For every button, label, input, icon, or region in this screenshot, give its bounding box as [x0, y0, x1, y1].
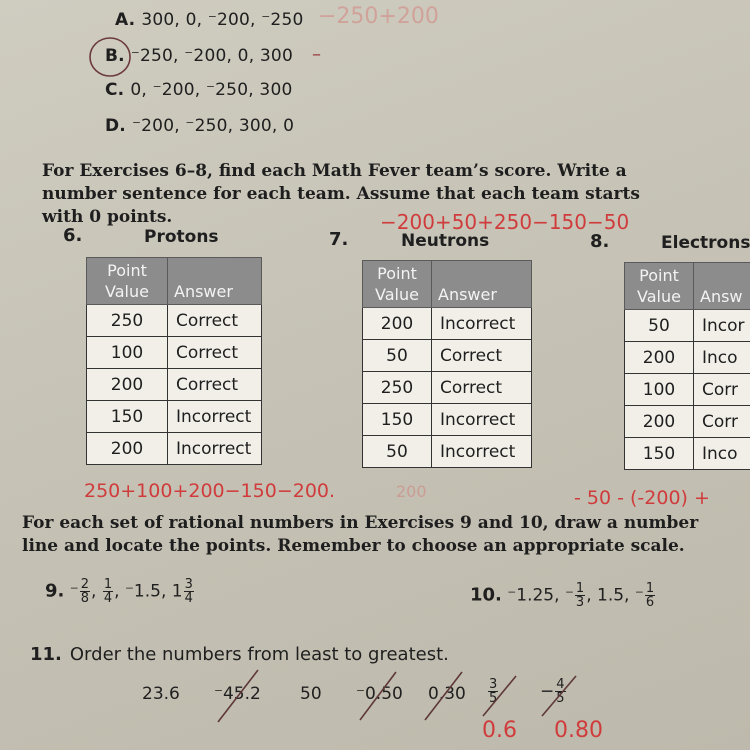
- point-cell: 200: [363, 308, 432, 340]
- choice-c: [105, 80, 292, 100]
- table-row: [625, 310, 750, 342]
- answer-cell: Incor: [694, 310, 750, 342]
- table-row: [363, 308, 532, 340]
- exercises-6-8-intro: For Exercises 6–8, find each Math Fever team’s score. Write a number sentence for each team. Assume that each team starts with 0 points.: [42, 161, 640, 227]
- point-cell: 200: [625, 406, 694, 438]
- value-neg-0-50: ⁻0.50: [356, 684, 403, 704]
- exercise-9: 9. ⁻ $\frac{2}{8}$ , $\frac{1}{4}$ , ⁻1.5, 1 $\frac{3}{4}$: [45, 577, 193, 606]
- electrons-table: [624, 262, 750, 470]
- table-row: [87, 433, 262, 465]
- exercise-number: 6.: [63, 225, 83, 246]
- table-row: [87, 305, 262, 337]
- fraction: $\frac{1}{4}$: [103, 577, 113, 606]
- sign: ⁻: [564, 585, 574, 606]
- handwritten-faint-note: 200: [396, 482, 427, 501]
- answer-cell: Correct: [168, 337, 262, 369]
- exercise-number: 11.: [30, 644, 62, 665]
- header-point-value: Point Value: [87, 258, 168, 305]
- protons-table: [86, 257, 262, 465]
- table-title: Neutrons: [401, 231, 490, 251]
- header-answer: Answer: [168, 258, 262, 305]
- answer-cell: Correct: [432, 372, 532, 404]
- answer-cell: Inco: [694, 342, 750, 374]
- decimal-value: 1.5,: [597, 585, 630, 606]
- value-50: 50: [300, 684, 322, 704]
- handwritten-note-a: −250+200: [318, 4, 439, 29]
- value-neg-45-2: ⁻45.2: [214, 684, 261, 704]
- table-row: [87, 369, 262, 401]
- answer-cell: Incorrect: [168, 401, 262, 433]
- decimal-value: ⁻1.5,: [124, 581, 167, 602]
- table-row: [363, 372, 532, 404]
- choice-a: [115, 10, 303, 30]
- fraction: $\frac{1}{6}$: [645, 581, 655, 610]
- table-row: [625, 374, 750, 406]
- point-cell: 50: [363, 340, 432, 372]
- answer-cell: Incorrect: [432, 308, 532, 340]
- handwritten-protons-sentence: 250+100+200−150−200.: [84, 480, 336, 502]
- exercise-number: 7.: [329, 229, 349, 250]
- point-cell: 150: [363, 404, 432, 436]
- handwritten-electrons-sentence: - 50 - (-200) +: [574, 487, 710, 509]
- table-row: [625, 342, 750, 374]
- table-title: Electrons: [661, 233, 750, 253]
- handwritten-neutrons-sentence: −200+50+250−150−50: [380, 210, 630, 234]
- table-row: [87, 337, 262, 369]
- answer-cell: Inco: [694, 438, 750, 470]
- sign: ⁻: [69, 581, 79, 602]
- fraction: $\frac{3}{4}$: [184, 577, 193, 606]
- point-cell: 50: [625, 310, 694, 342]
- choice-letter: B.: [105, 46, 125, 66]
- table-row: [363, 436, 532, 468]
- point-cell: 200: [87, 433, 168, 465]
- table-row: [363, 404, 532, 436]
- exercises-9-10-intro: For each set of rational numbers in Exercises 9 and 10, draw a number line and locate the points. Remember to choose an appropriate scale.: [22, 513, 699, 556]
- choice-text: ⁻200, ⁻250, 300, 0: [131, 116, 295, 136]
- fraction: $\frac{2}{8}$: [80, 577, 90, 606]
- table-header-row: [87, 258, 262, 305]
- electrons-table-clip: [624, 262, 750, 484]
- table-title: Protons: [144, 227, 219, 247]
- answer-cell: Incorrect: [432, 436, 532, 468]
- answer-cell: Correct: [168, 305, 262, 337]
- point-cell: 250: [87, 305, 168, 337]
- header-answer: Answer: [432, 261, 532, 308]
- decimal-value: ⁻1.25,: [507, 585, 560, 606]
- handwritten-answer: 0.6: [482, 718, 517, 743]
- point-cell: 150: [87, 401, 168, 433]
- handwritten-circle: [86, 34, 136, 80]
- choice-text: 300, 0, ⁻200, ⁻250: [141, 10, 304, 30]
- answer-cell: Corr: [694, 406, 750, 438]
- choice-letter: C.: [105, 80, 125, 100]
- header-point-value: Point Value: [625, 263, 694, 310]
- mixed-whole: 1: [171, 581, 183, 602]
- handwritten-answer: 0.80: [554, 718, 603, 743]
- choice-text: 0, ⁻200, ⁻250, 300: [130, 80, 293, 100]
- table-header-row: [363, 261, 532, 308]
- exercise-11-text: Order the numbers from least to greatest.: [69, 644, 449, 665]
- neutrons-table: [362, 260, 532, 468]
- answer-cell: Correct: [168, 369, 262, 401]
- fraction: $\frac{1}{3}$: [575, 581, 585, 610]
- sign: −: [540, 681, 555, 702]
- answer-cell: Correct: [432, 340, 532, 372]
- point-cell: 50: [363, 436, 432, 468]
- fraction: $\frac{4}{5}$: [556, 677, 565, 706]
- choice-letter: D.: [105, 116, 126, 136]
- table-row: [363, 340, 532, 372]
- header-point-value: Point Value: [363, 261, 432, 308]
- choice-letter: A.: [115, 10, 136, 30]
- answer-cell: Corr: [694, 374, 750, 406]
- point-cell: 100: [625, 374, 694, 406]
- choice-text: ⁻250, ⁻200, 0, 300: [130, 46, 293, 66]
- answer-cell: Incorrect: [432, 404, 532, 436]
- table-row: [625, 406, 750, 438]
- table-row: [87, 401, 262, 433]
- exercise-number: 8.: [590, 231, 610, 252]
- point-cell: 200: [625, 342, 694, 374]
- handwritten-dash-b: –: [312, 44, 321, 65]
- header-answer: Answ: [694, 263, 750, 310]
- point-cell: 150: [625, 438, 694, 470]
- fraction: $\frac{3}{5}$: [489, 677, 498, 706]
- point-cell: 200: [87, 369, 168, 401]
- sign: ⁻: [634, 585, 644, 606]
- table-header-row: [625, 263, 750, 310]
- exercise-number: 10.: [470, 584, 502, 606]
- value-0-30: 0.30: [428, 684, 466, 704]
- value-23-6: 23.6: [142, 684, 180, 704]
- point-cell: 250: [363, 372, 432, 404]
- exercise-10: 10. ⁻1.25, ⁻ $\frac{1}{3}$ , 1.5, ⁻ $\frac{1}{6}$: [470, 581, 655, 610]
- point-cell: 100: [87, 337, 168, 369]
- table-row: [625, 438, 750, 470]
- choice-d: [105, 116, 294, 136]
- exercise-number: 9.: [45, 580, 65, 602]
- answer-cell: Incorrect: [168, 433, 262, 465]
